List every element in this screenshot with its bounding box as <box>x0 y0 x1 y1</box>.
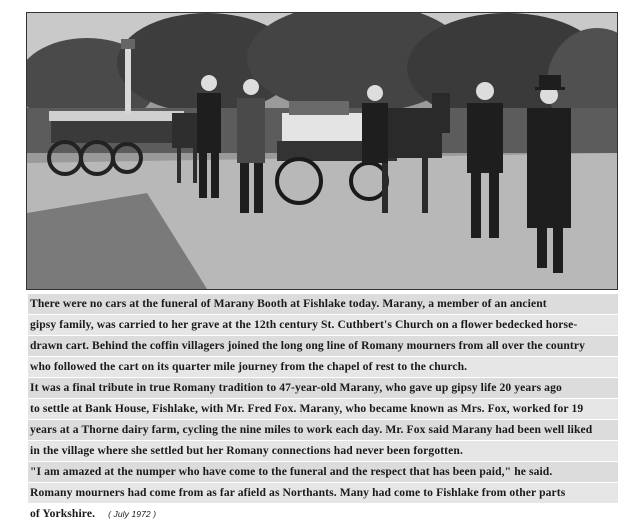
article-line: Romany mourners had come from as far afield as Northants. Many had come to Fishlake from other parts <box>28 483 618 503</box>
article-last-line <box>28 504 618 524</box>
article-line: It was a final tribute in true Romany tradition to 47-year-old Marany, who gave up gipsy life 20 years ago <box>28 378 618 398</box>
article-text <box>28 294 618 525</box>
article-closing-text: of Yorkshire. <box>30 507 96 520</box>
article-line: who followed the cart on its quarter mile journey from the chapel of rest to the church. <box>28 357 618 377</box>
article-line: There were no cars at the funeral of Marany Booth at Fishlake today. Marany, a member of an ancient <box>28 294 618 314</box>
article-line: drawn cart. Behind the coffin villagers joined the long ong line of Romany mourners from all over the country <box>28 336 618 356</box>
article-line: gipsy family, was carried to her grave at the 12th century St. Cuthbert's Church on a flower bedecked horse- <box>28 315 618 335</box>
article-line: "I am amazed at the numper who have come to the funeral and the respect that has been paid," he said. <box>28 462 618 482</box>
article-line: in the village where she settled but her Romany connections had never been forgotten. <box>28 441 618 461</box>
publication-date: ( July 1972 ) <box>108 509 157 519</box>
funeral-procession-photo <box>26 12 618 290</box>
article-line: to settle at Bank House, Fishlake, with Mr. Fred Fox. Marany, who became known as Mrs. Fox, worked for 19 <box>28 399 618 419</box>
article-line: years at a Thorne dairy farm, cycling the nine miles to work each day. Mr. Fox said Marany had been well liked <box>28 420 618 440</box>
